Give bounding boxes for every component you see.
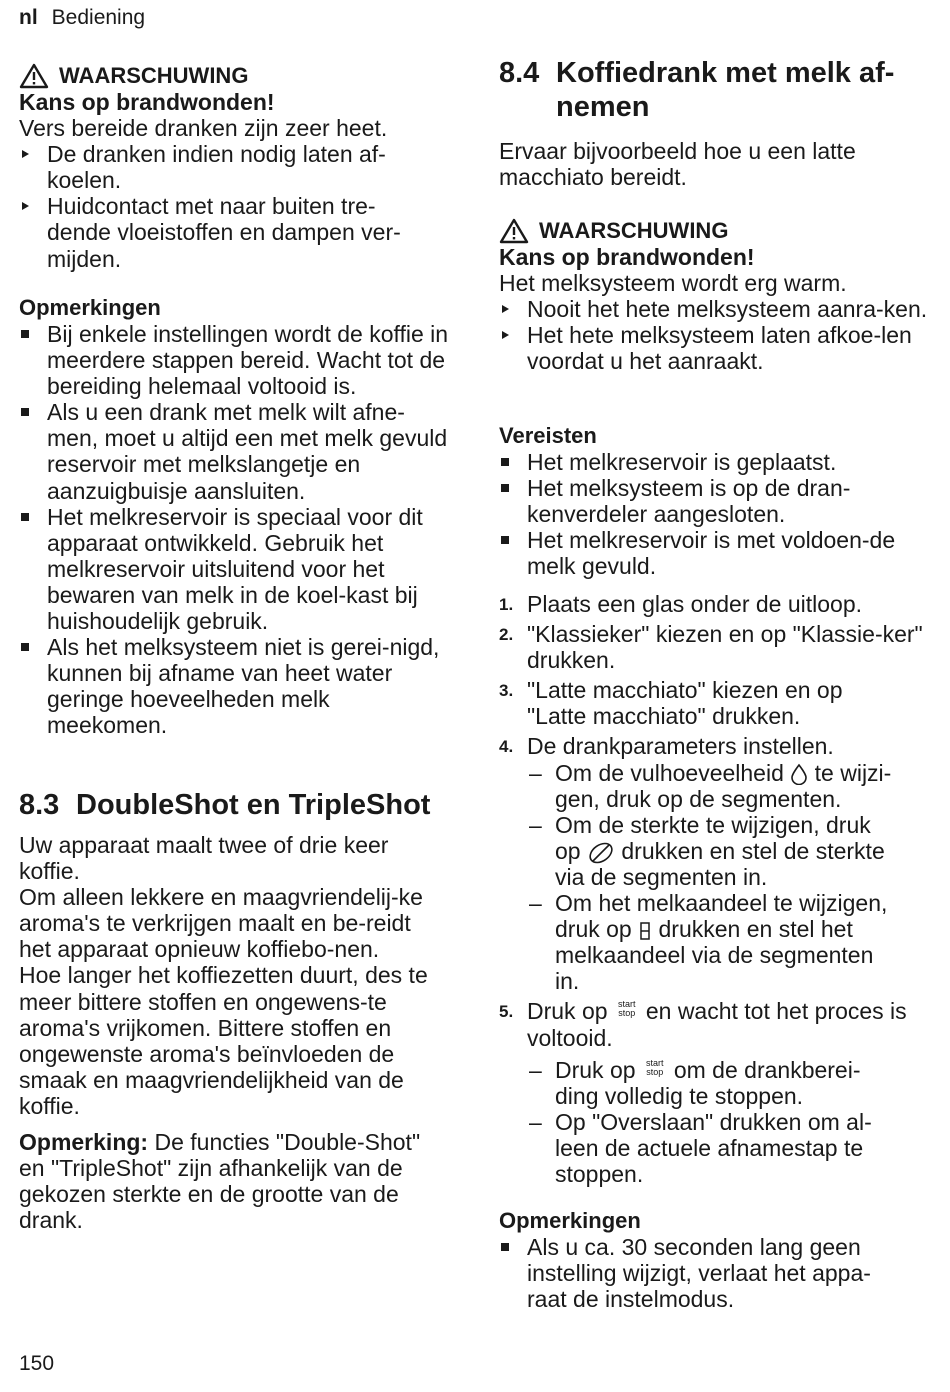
substeps bbox=[527, 1057, 899, 1187]
warning-text: Het melksysteem wordt erg warm. bbox=[499, 270, 847, 297]
warning-bullets bbox=[19, 141, 419, 271]
warning-bullets bbox=[499, 296, 929, 374]
warning-box-left bbox=[19, 63, 451, 272]
list-item: Het melkreservoir is met voldoen-de melk gevuld. bbox=[499, 527, 899, 579]
section-body bbox=[19, 832, 449, 1233]
warning-heading bbox=[19, 63, 451, 89]
requirements-list bbox=[499, 449, 899, 579]
step-item bbox=[499, 998, 931, 1187]
start-stop-icon bbox=[618, 1000, 636, 1018]
notes-list bbox=[19, 321, 449, 739]
section-number: 8.4 bbox=[499, 57, 540, 89]
start-label: start bbox=[645, 1057, 664, 1068]
notes-heading: Opmerkingen bbox=[19, 295, 161, 320]
language-code: nl bbox=[19, 6, 38, 29]
note-text: De functies "Double-Shot" en "TripleShot" zijn afhankelijk van de gekozen sterkte en de grootte van de drank. bbox=[19, 1129, 421, 1234]
warning-triangle-icon bbox=[499, 218, 529, 244]
list-item: Het melkreservoir is speciaal voor dit apparaat ontwikkeld. Gebruik het melkreservoir uitsluitend voor het bewaren van melk in de koel-kast bij huishoudelijk gebruik. bbox=[19, 504, 449, 634]
step-number: 5. bbox=[499, 1002, 514, 1022]
start-label: start bbox=[617, 999, 636, 1010]
section-number: 8.3 bbox=[19, 789, 60, 821]
drop-icon bbox=[790, 763, 808, 785]
notes-heading: Opmerkingen bbox=[499, 1208, 641, 1233]
step-text: Plaats een glas onder de uitloop. bbox=[527, 591, 863, 617]
step-number: 4. bbox=[499, 737, 514, 757]
notes-right bbox=[499, 1208, 931, 1312]
step-item bbox=[499, 591, 931, 617]
step-number: 2. bbox=[499, 625, 514, 645]
substep-text: drukken en stel het melkaandeel via de segmenten in. bbox=[555, 916, 874, 995]
step-number: 1. bbox=[499, 595, 514, 614]
bean-icon bbox=[587, 842, 615, 864]
steps bbox=[499, 591, 931, 1187]
note-label: Opmerking: bbox=[19, 1129, 149, 1156]
step-text: De drankparameters instellen. bbox=[527, 733, 834, 760]
section-intro: Ervaar bijvoorbeeld hoe u een latte macchiato bereidt. bbox=[499, 138, 856, 191]
warning-box-right bbox=[499, 218, 931, 374]
substep-text: Om de sterkte te wijzigen, druk op bbox=[555, 811, 871, 864]
warning-label: WAARSCHUWING bbox=[539, 218, 729, 243]
page-number: 150 bbox=[19, 1352, 55, 1375]
list-item: Het melksysteem is op de dran-kenverdeler aangesloten. bbox=[499, 475, 899, 527]
note-paragraph bbox=[19, 1129, 449, 1233]
step-text: "Klassieker" kiezen en op "Klassie-ker" drukken. bbox=[527, 621, 923, 674]
step-number: 3. bbox=[499, 681, 514, 701]
step-item bbox=[499, 677, 887, 729]
step-item bbox=[499, 733, 931, 994]
warning-text: Vers bereide dranken zijn zeer heet. bbox=[19, 115, 388, 142]
substep bbox=[527, 1109, 899, 1187]
paragraph: Uw apparaat maalt twee of drie keer koffie. bbox=[19, 832, 389, 885]
paragraph: Hoe langer het koffiezetten duurt, des te meer bittere stoffen en ongewens-te aroma's vrijkomen. Bittere stoffen en ongewenste aroma's beïnvloeden de smaak en maagvriendelijkheid van de koffie. bbox=[19, 962, 428, 1119]
section-title: DoubleShot en TripleShot bbox=[76, 789, 431, 821]
section-heading bbox=[499, 56, 899, 124]
stop-label: stop bbox=[618, 1008, 636, 1019]
substep-text: Op "Overslaan" drukken om al-leen de actuele afnamestap te stoppen. bbox=[555, 1108, 872, 1187]
notes-left bbox=[19, 295, 451, 739]
list-item: Als het melksysteem niet is gerei-nigd, kunnen bij afname van heet water geringe hoeveelheden melk meekomen. bbox=[19, 634, 449, 738]
list-item: Het melkreservoir is geplaatst. bbox=[499, 449, 899, 475]
substep-text: Druk op bbox=[555, 1056, 642, 1083]
warning-title: Kans op brandwonden! bbox=[19, 89, 275, 115]
substep-text: Om de vulhoeveelheid bbox=[555, 759, 791, 786]
warning-bullet: Huidcontact met naar buiten tre-dende vloeistoffen en dampen ver-mijden. bbox=[19, 193, 419, 271]
substep bbox=[527, 890, 899, 994]
substeps bbox=[527, 760, 899, 995]
substep-text: om de drankberei-ding volledig te stoppen. bbox=[555, 1056, 861, 1109]
warning-bullet: Nooit het hete melksysteem aanra-ken. bbox=[499, 296, 929, 322]
warning-bullet: Het hete melksysteem laten afkoe-len voordat u het aanraakt. bbox=[499, 322, 929, 374]
warning-bullet: De dranken indien nodig laten af-koelen. bbox=[19, 141, 419, 193]
paragraph: Om alleen lekkere en maagvriendelij-ke aroma's te verkrijgen maalt en be-reidt het apparaat opnieuw koffiebo-nen. bbox=[19, 884, 423, 963]
step-item bbox=[499, 621, 927, 673]
warning-triangle-icon bbox=[19, 63, 49, 89]
section-heading bbox=[19, 788, 451, 822]
list-item: Als u ca. 30 seconden lang geen instelling wijzigt, verlaat het appa-raat de instelmodus. bbox=[499, 1234, 899, 1312]
warning-title: Kans op brandwonden! bbox=[499, 244, 755, 270]
substep-text: Om het melkaandeel te wijzigen, druk op bbox=[555, 890, 888, 943]
requirements bbox=[499, 423, 931, 579]
substep bbox=[527, 760, 899, 812]
substep bbox=[527, 812, 899, 890]
page-header bbox=[19, 6, 145, 30]
cup-icon bbox=[638, 920, 652, 942]
section-title: Koffiedrank met melk af-nemen bbox=[556, 57, 895, 123]
list-item: Bij enkele instellingen wordt de koffie in meerdere stappen bereid. Wacht tot de bereiding helemaal voltooid is. bbox=[19, 321, 449, 399]
warning-heading bbox=[499, 218, 931, 244]
substep-text: te wijzi-gen, druk op de segmenten. bbox=[555, 759, 892, 812]
section-8-3 bbox=[19, 788, 451, 1233]
section-8-4-heading bbox=[499, 56, 899, 124]
notes-list bbox=[499, 1234, 899, 1312]
step-text: en wacht tot het proces is voltooid. bbox=[527, 998, 907, 1051]
substep bbox=[527, 1057, 899, 1109]
start-stop-icon bbox=[646, 1059, 664, 1077]
substep-text: drukken en stel de sterkte via de segmenten in. bbox=[555, 837, 885, 890]
step-text: Druk op bbox=[527, 998, 614, 1025]
requirements-heading: Vereisten bbox=[499, 423, 597, 448]
section-name: Bediening bbox=[51, 6, 146, 29]
steps-list bbox=[499, 591, 931, 1187]
step-text: "Latte macchiato" kiezen en op "Latte macchiato" drukken. bbox=[527, 677, 843, 730]
stop-label: stop bbox=[646, 1066, 664, 1077]
list-item: Als u een drank met melk wilt afne-men, moet u altijd een met melk gevuld reservoir met melkslangetje en aanzuigbuisje aansluiten. bbox=[19, 399, 449, 503]
warning-label: WAARSCHUWING bbox=[59, 63, 249, 88]
